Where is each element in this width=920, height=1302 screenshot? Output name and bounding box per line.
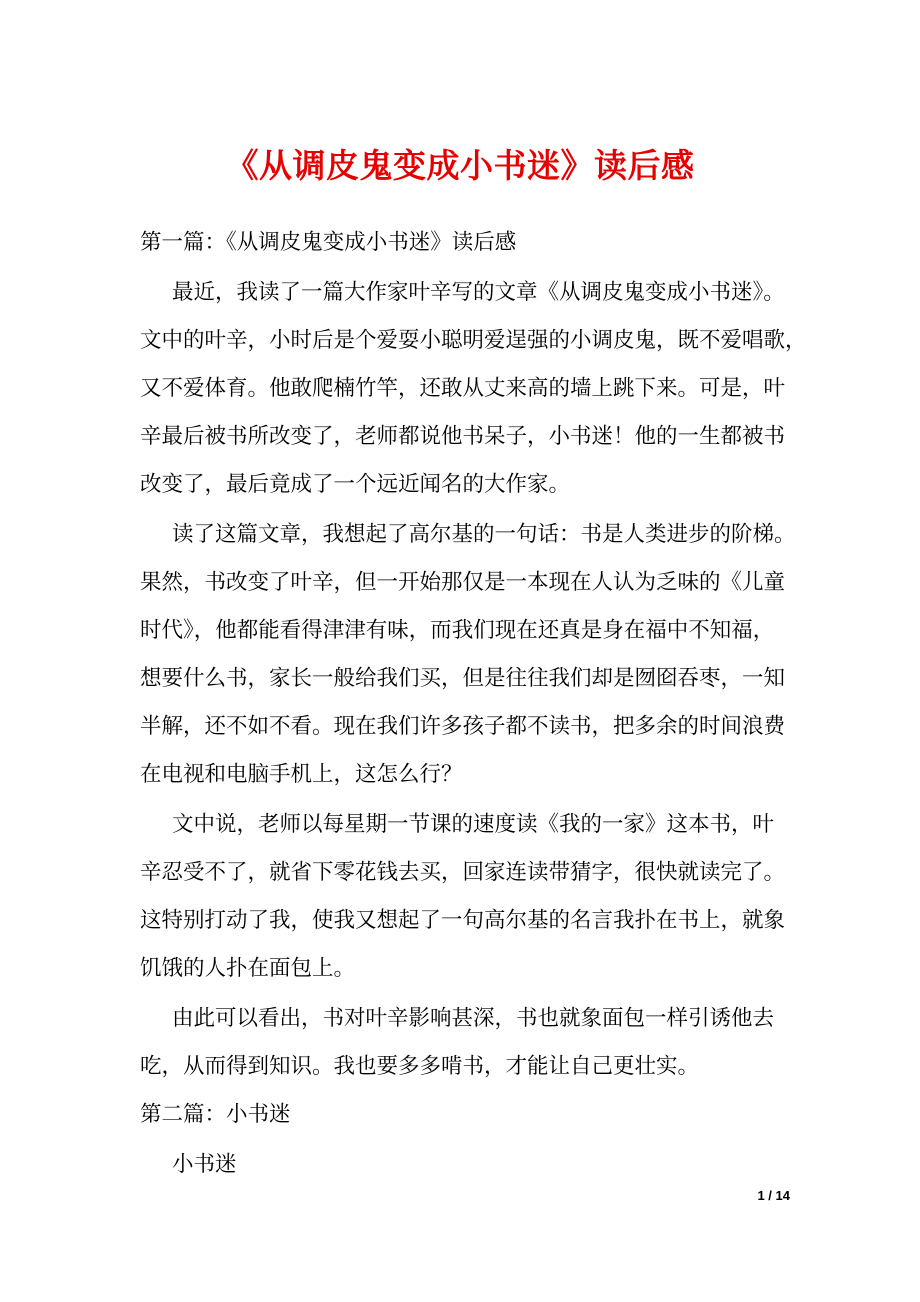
text-line: 时代》，他都能看得津津有味，而我们现在还真是身在福中不知福，	[140, 618, 775, 643]
text-line: 饥饿的人扑在面包上。	[140, 956, 356, 981]
text-line: 果然，书改变了叶辛，但一开始那仅是一本现在人认为乏味的《儿童	[140, 570, 786, 595]
text-line: 辛最后被书所改变了，老师都说他书呆子，小书迷！他的一生都被书	[140, 424, 786, 449]
text-line: 改变了，最后竟成了一个远近闻名的大作家。	[140, 472, 571, 497]
page-number: 1 / 14	[757, 1188, 790, 1203]
text-line: 读了这篇文章，我想起了高尔基的一句话：书是人类进步的阶梯。	[172, 522, 796, 547]
text-line: 文中说，老师以每星期一节课的速度读《我的一家》这本书，叶	[172, 812, 775, 837]
text-line: 想要什么书，家长一般给我们买，但是往往我们却是囫囵吞枣，一知	[140, 666, 786, 691]
text-line: 最近，我读了一篇大作家叶辛写的文章《从调皮鬼变成小书迷》。	[172, 280, 785, 305]
text-line: 又不爱体育。他敢爬楠竹竿，还敢从丈来高的墙上跳下来。可是，叶	[140, 376, 786, 401]
document-title: 《从调皮鬼变成小书迷》读后感	[225, 146, 695, 185]
text-line: 小书迷	[172, 1152, 237, 1177]
text-line: 文中的叶辛，小时后是个爱耍小聪明爱逞强的小调皮鬼，既不爱唱歌，	[140, 328, 807, 353]
section-heading: 第二篇：小书迷	[140, 1102, 291, 1127]
text-line: 第一篇：《从调皮鬼变成小书迷》读后感	[140, 230, 517, 255]
text-line: 辛忍受不了，就省下零花钱去买，回家连读带猜字，很快就读完了。	[140, 860, 786, 885]
text-line: 半解，还不如不看。现在我们许多孩子都不读书，把多余的时间浪费	[140, 714, 786, 739]
text-line: 这特别打动了我，使我又想起了一句高尔基的名言我扑在书上，就象	[140, 908, 786, 933]
text-line: 吃，从而得到知识。我也要多多啃书，才能让自己更壮实。	[140, 1054, 700, 1079]
text-line: 在电视和电脑手机上，这怎么行？	[140, 762, 463, 787]
text-line: 由此可以看出，书对叶辛影响甚深，书也就象面包一样引诱他去	[172, 1006, 775, 1031]
